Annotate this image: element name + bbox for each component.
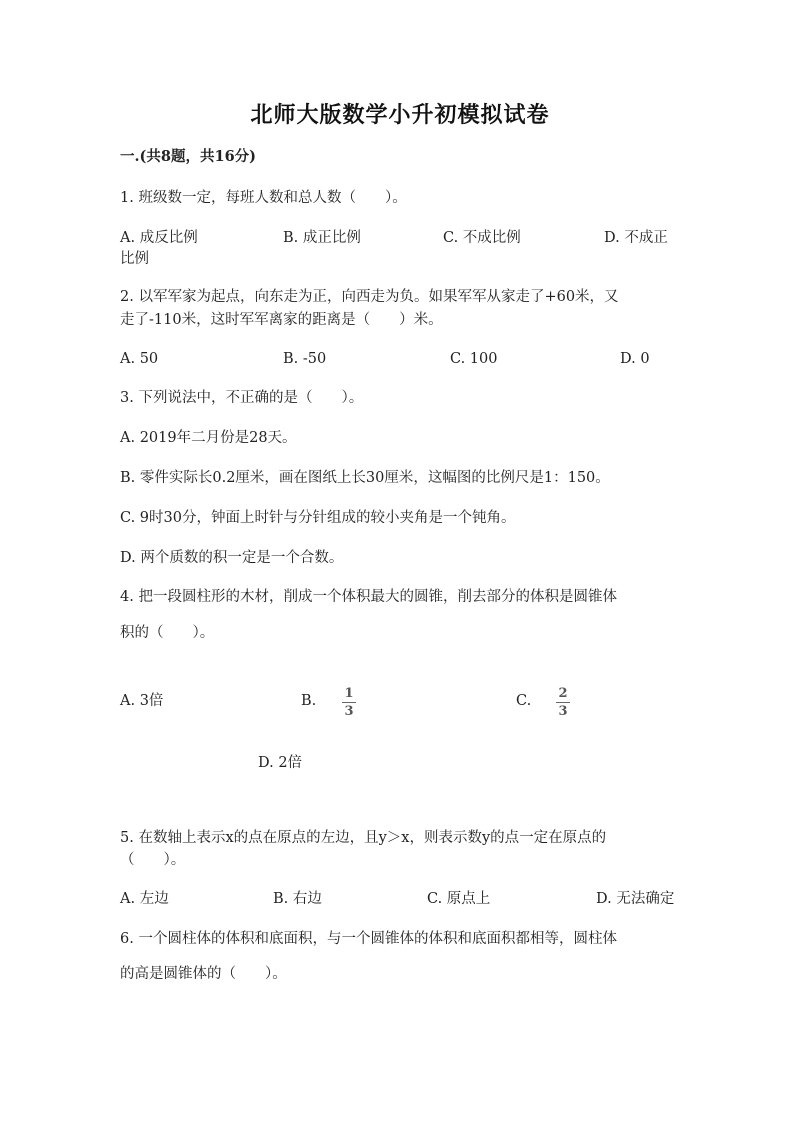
question-3-option-b: B. 零件实际长0.2厘米，画在图纸上长30厘米，这幅图的比例尺是1：150。 [120,470,610,486]
question-1-option-d: D. 不成正 [604,230,668,246]
question-4-option-d: D. 2倍 [258,755,303,771]
question-2-option-a: A. 50 [120,351,159,367]
section-heading: 一.(共8题，共16分) [120,148,257,165]
question-2-option-b: B. -50 [283,351,327,367]
question-3-stem: 3. 下列说法中，不正确的是（ ）。 [120,390,364,406]
question-2-option-d: D. 0 [620,351,650,367]
question-5-stem-line-2: （ ）。 [120,852,186,868]
question-4-option-a: A. 3倍 [120,693,164,709]
fraction-bar [342,702,356,703]
question-6-stem-line-1: 6. 一个圆柱体的体积和底面积，与一个圆锥体的体积和底面积都相等，圆柱体 [120,931,617,947]
fraction-denominator: 3 [344,704,354,719]
question-6-stem-line-2: 的高是圆锥体的（ ）。 [120,966,287,982]
question-1-option-c: C. 不成比例 [443,230,521,246]
question-3-option-c: C. 9时30分，钟面上时针与分针组成的较小夹角是一个钝角。 [120,510,516,526]
question-4-stem-line-1: 4. 把一段圆柱形的木材，削成一个体积最大的圆锥，削去部分的体积是圆锥体 [120,589,617,605]
fraction-numerator: 2 [558,686,568,701]
question-2-option-c: C. 100 [450,351,498,367]
question-5-option-d: D. 无法确定 [596,891,675,907]
fraction-one-third [342,687,356,719]
question-5-option-b: B. 右边 [273,891,322,907]
fraction-denominator: 3 [558,704,568,719]
page-title: 北师大版数学小升初模拟试卷 [250,102,550,128]
question-3-option-a: A. 2019年二月份是28天。 [120,430,297,446]
question-1-option-d-continued: 比例 [120,251,149,267]
question-1-option-b: B. 成正比例 [283,230,361,246]
question-4-option-b: B. [301,693,317,709]
question-1-option-a: A. 成反比例 [120,230,198,246]
fraction-two-thirds [556,687,570,719]
question-5-option-a: A. 左边 [120,891,169,907]
question-2-stem-line-1: 2. 以军军家为起点，向东走为正，向西走为负。如果军军从家走了+60米，又 [120,289,619,305]
question-5-stem-line-1: 5. 在数轴上表示x的点在原点的左边，且y＞x，则表示数y的点一定在原点的 [120,830,607,846]
question-2-stem-line-2: 走了-110米，这时军军离家的距离是（ ）米。 [120,312,443,328]
fraction-numerator: 1 [344,686,354,701]
question-4-stem-line-2: 积的（ ）。 [120,625,215,641]
question-4-option-c: C. [516,693,532,709]
question-3-option-d: D. 两个质数的积一定是一个合数。 [120,550,344,566]
fraction-bar [556,702,570,703]
question-1-stem: 1. 班级数一定，每班人数和总人数（ ）。 [120,190,407,206]
question-5-option-c: C. 原点上 [427,891,491,907]
